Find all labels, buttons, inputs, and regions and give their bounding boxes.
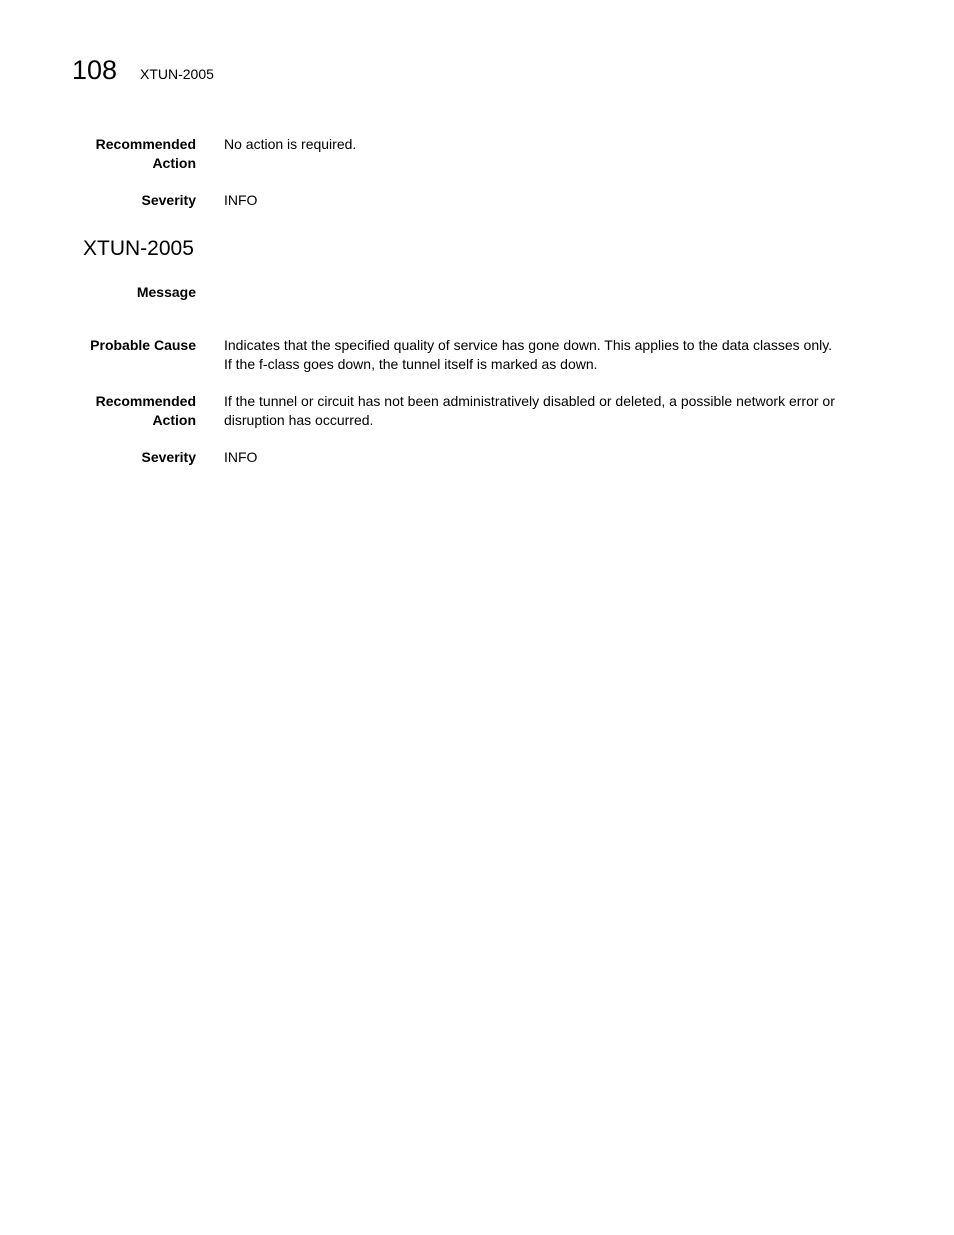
message-label: Message	[136, 284, 196, 300]
severity-label: Severity	[141, 192, 196, 208]
message-heading: XTUN-2005	[83, 237, 194, 260]
label-line: Recommended	[95, 393, 196, 409]
label-line: Recommended	[95, 136, 196, 152]
severity-label: Severity	[141, 449, 196, 465]
recommended-action-label	[56, 135, 196, 173]
value-line: If the tunnel or circuit has not been administratively disabled or deleted, a possible network error or	[224, 393, 835, 409]
label-line: Action	[152, 155, 196, 171]
label-line: Action	[152, 412, 196, 428]
recommended-action-label	[56, 392, 196, 430]
recommended-action-value	[224, 392, 884, 430]
severity-value: INFO	[224, 192, 258, 208]
recommended-action-value: No action is required.	[224, 136, 357, 152]
probable-cause-value	[224, 336, 884, 374]
probable-cause-label: Probable Cause	[90, 337, 196, 353]
value-line: If the f-class goes down, the tunnel itself is marked as down.	[224, 356, 598, 372]
page-number: 108	[72, 55, 118, 85]
value-line: disruption has occurred.	[224, 412, 374, 428]
running-title: XTUN-2005	[140, 66, 214, 82]
value-line: Indicates that the specified quality of service has gone down. This applies to the data classes only.	[224, 337, 833, 353]
severity-value: INFO	[224, 449, 258, 465]
